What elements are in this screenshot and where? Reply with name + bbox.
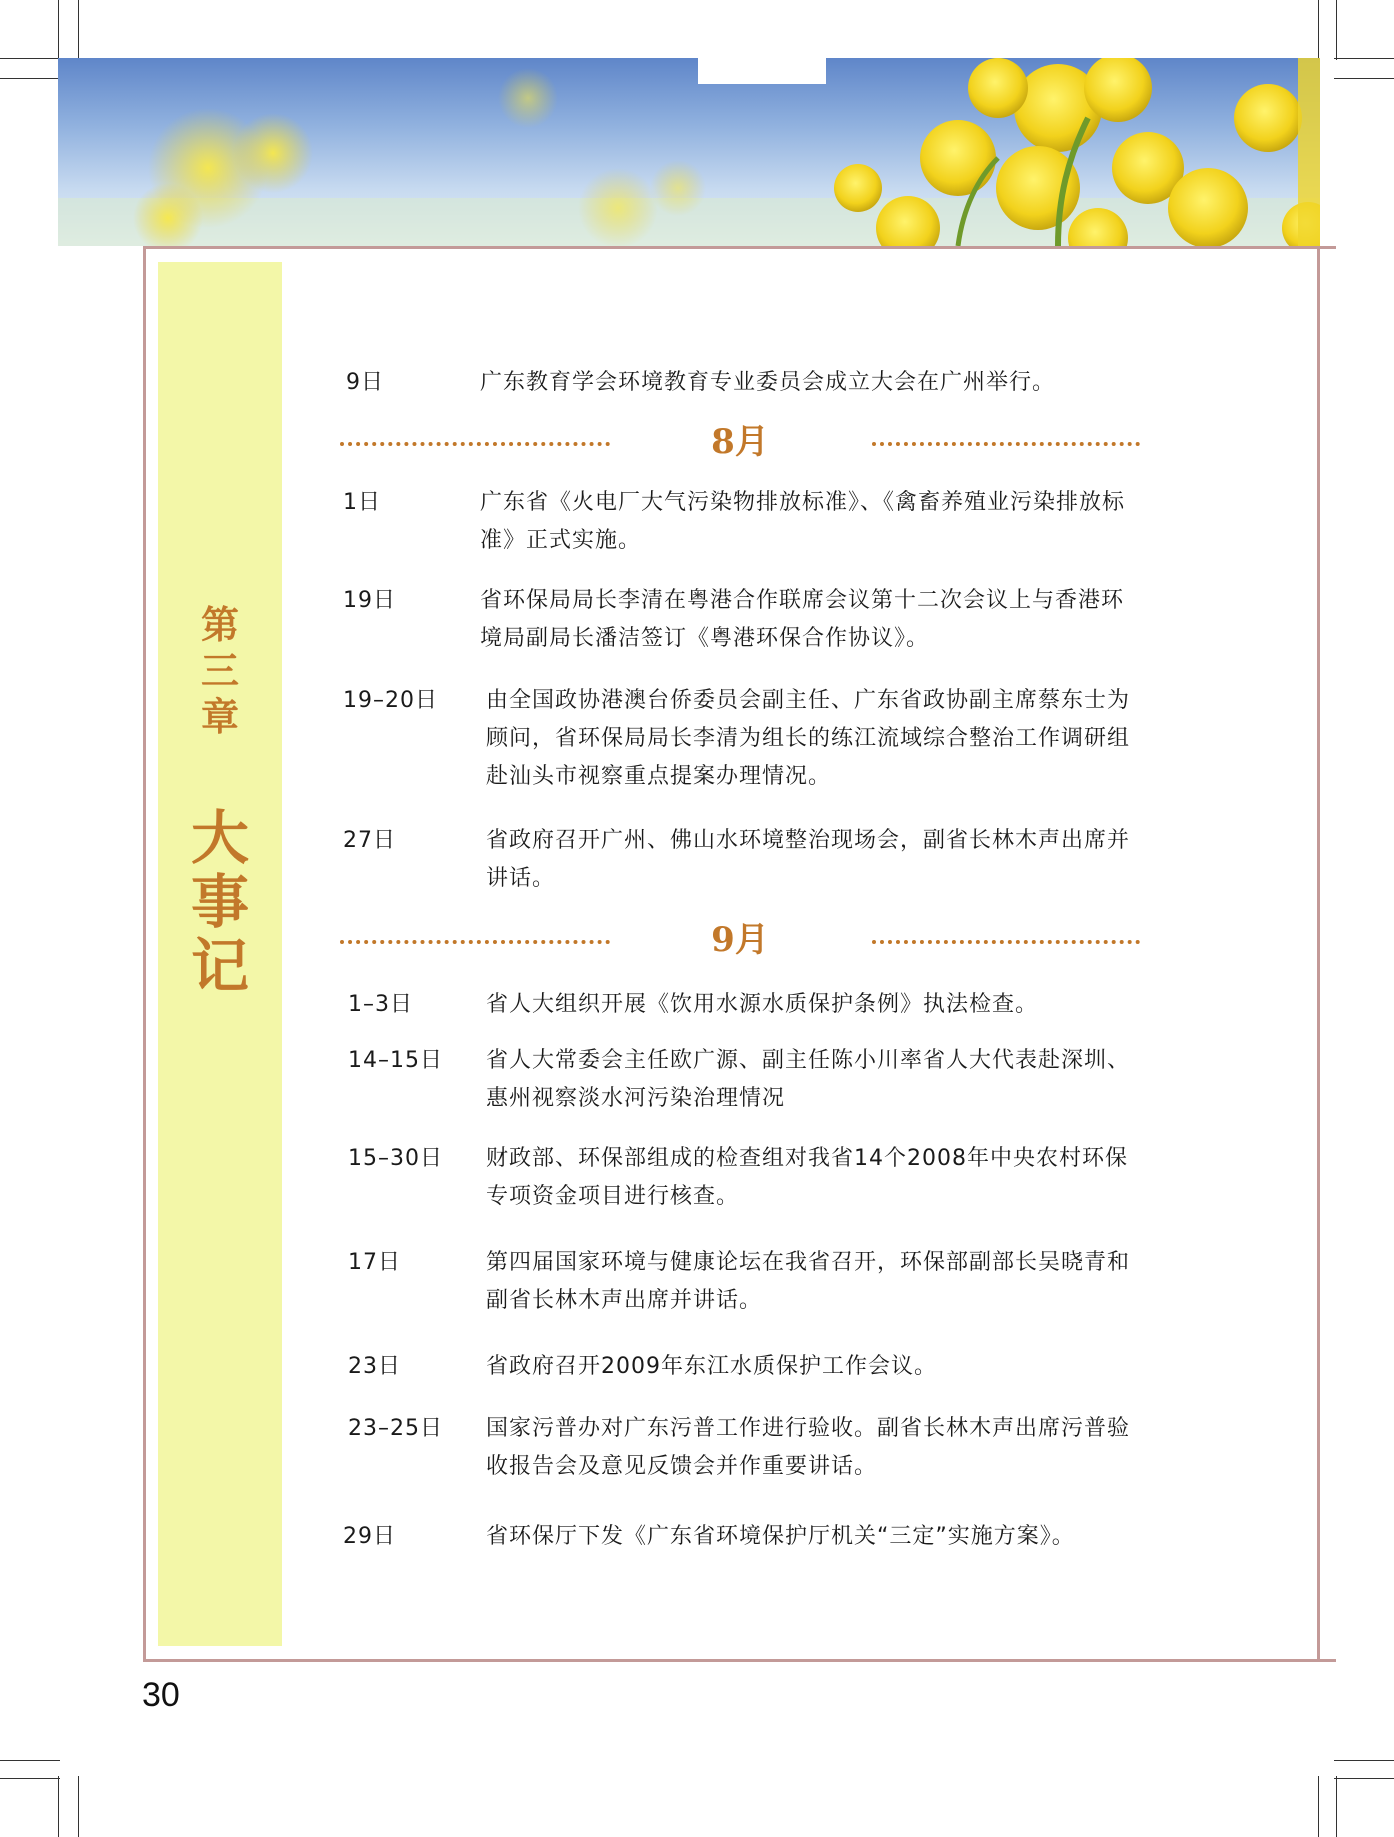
crop-mark <box>1318 0 1319 60</box>
crop-mark <box>1334 1760 1394 1761</box>
dotted-rule <box>340 442 610 446</box>
crop-mark <box>0 1778 60 1779</box>
event-date: 23日 <box>348 1354 401 1379</box>
event-date: 23–25日 <box>348 1416 443 1441</box>
chapter-char: 记 <box>190 932 249 1000</box>
dotted-rule <box>340 940 610 944</box>
crop-mark <box>1336 0 1337 60</box>
crop-mark <box>58 0 59 60</box>
event-text: 财政部、环保部组成的检查组对我省14个2008年中央农村环保专项资金项目进行核查。 <box>486 1146 1128 1209</box>
crop-mark <box>1336 1776 1337 1837</box>
frame-line <box>1320 1659 1336 1662</box>
chapter-number <box>158 602 282 740</box>
event-date: 19–20日 <box>343 688 438 713</box>
event-date: 9日 <box>346 370 384 395</box>
event-entry <box>343 682 1143 796</box>
event-entry <box>348 1348 1148 1388</box>
event-text: 第四届国家环境与健康论坛在我省召开，环保部副部长吴晓青和副省长林木声出席并讲话。 <box>486 1250 1131 1313</box>
event-date: 27日 <box>343 828 396 853</box>
chapter-char: 事 <box>190 868 249 936</box>
crop-mark <box>58 1776 59 1837</box>
event-entry <box>348 1042 1148 1118</box>
event-text: 省政府召开2009年东江水质保护工作会议。 <box>486 1354 937 1379</box>
event-date: 19日 <box>343 588 396 613</box>
event-date: 29日 <box>343 1524 396 1549</box>
event-entry <box>343 822 1143 898</box>
event-entry <box>348 1244 1148 1320</box>
event-entry <box>346 364 1146 404</box>
event-date: 14–15日 <box>348 1048 443 1073</box>
event-date: 17日 <box>348 1250 401 1275</box>
flower-illustration <box>58 58 1320 246</box>
page-number: 30 <box>142 1676 180 1714</box>
header-notch <box>698 58 826 84</box>
crop-mark <box>78 1776 79 1837</box>
crop-mark <box>1334 58 1394 59</box>
chapter-char: 三 <box>200 648 239 693</box>
month-label: 8月 <box>711 422 769 462</box>
month-divider-august <box>340 420 1140 464</box>
header-flower-image <box>58 58 1320 246</box>
chapter-char: 第 <box>200 602 239 647</box>
month-label: 9月 <box>711 920 769 960</box>
event-date: 1–3日 <box>348 992 413 1017</box>
event-text: 省环保局局长李清在粤港合作联席会议第十二次会议上与香港环境局副局长潘洁签订《粤港环保合作协议》。 <box>480 588 1125 651</box>
crop-mark <box>0 78 60 79</box>
event-text: 广东省《火电厂大气污染物排放标准》、《禽畜养殖业污染排放标准》正式实施。 <box>480 490 1126 553</box>
dotted-rule <box>872 940 1140 944</box>
chapter-title <box>158 806 282 998</box>
event-text: 省人大组织开展《饮用水源水质保护条例》执法检查。 <box>486 992 1039 1017</box>
month-divider-september <box>340 918 1140 962</box>
dotted-rule <box>872 442 1140 446</box>
event-text: 省政府召开广州、佛山水环境整治现场会，副省长林木声出席并讲话。 <box>486 828 1131 891</box>
frame-line <box>1320 246 1336 249</box>
event-entry <box>348 1410 1148 1486</box>
event-text: 省人大常委会主任欧广源、副主任陈小川率省人大代表赴深圳、惠州视察淡水河污染治理情况 <box>486 1048 1131 1111</box>
event-text: 广东教育学会环境教育专业委员会成立大会在广州举行。 <box>480 370 1056 395</box>
event-entry <box>348 986 1148 1026</box>
event-entry <box>343 484 1143 560</box>
chapter-char: 大 <box>190 804 249 872</box>
crop-mark <box>78 0 79 60</box>
crop-mark <box>0 1760 60 1761</box>
event-text: 国家污普办对广东污普工作进行验收。副省长林木声出席污普验收报告会及意见反馈会并作重要讲话。 <box>486 1416 1131 1479</box>
crop-mark <box>1334 78 1394 79</box>
event-text: 由全国政协港澳台侨委员会副主任、广东省政协副主席蔡东士为顾问，省环保局局长李清为组长的练江流域综合整治工作调研组赴汕头市视察重点提案办理情况。 <box>486 688 1131 789</box>
event-entry <box>343 1518 1143 1558</box>
event-text: 省环保厅下发《广东省环境保护厅机关“三定”实施方案》。 <box>486 1524 1075 1549</box>
chapter-char: 章 <box>200 694 239 739</box>
event-entry <box>348 1140 1148 1216</box>
event-entry <box>343 582 1143 658</box>
crop-mark <box>0 58 60 59</box>
event-date: 15–30日 <box>348 1146 443 1171</box>
crop-mark <box>1318 1776 1319 1837</box>
event-date: 1日 <box>343 490 381 515</box>
crop-mark <box>1334 1778 1394 1779</box>
